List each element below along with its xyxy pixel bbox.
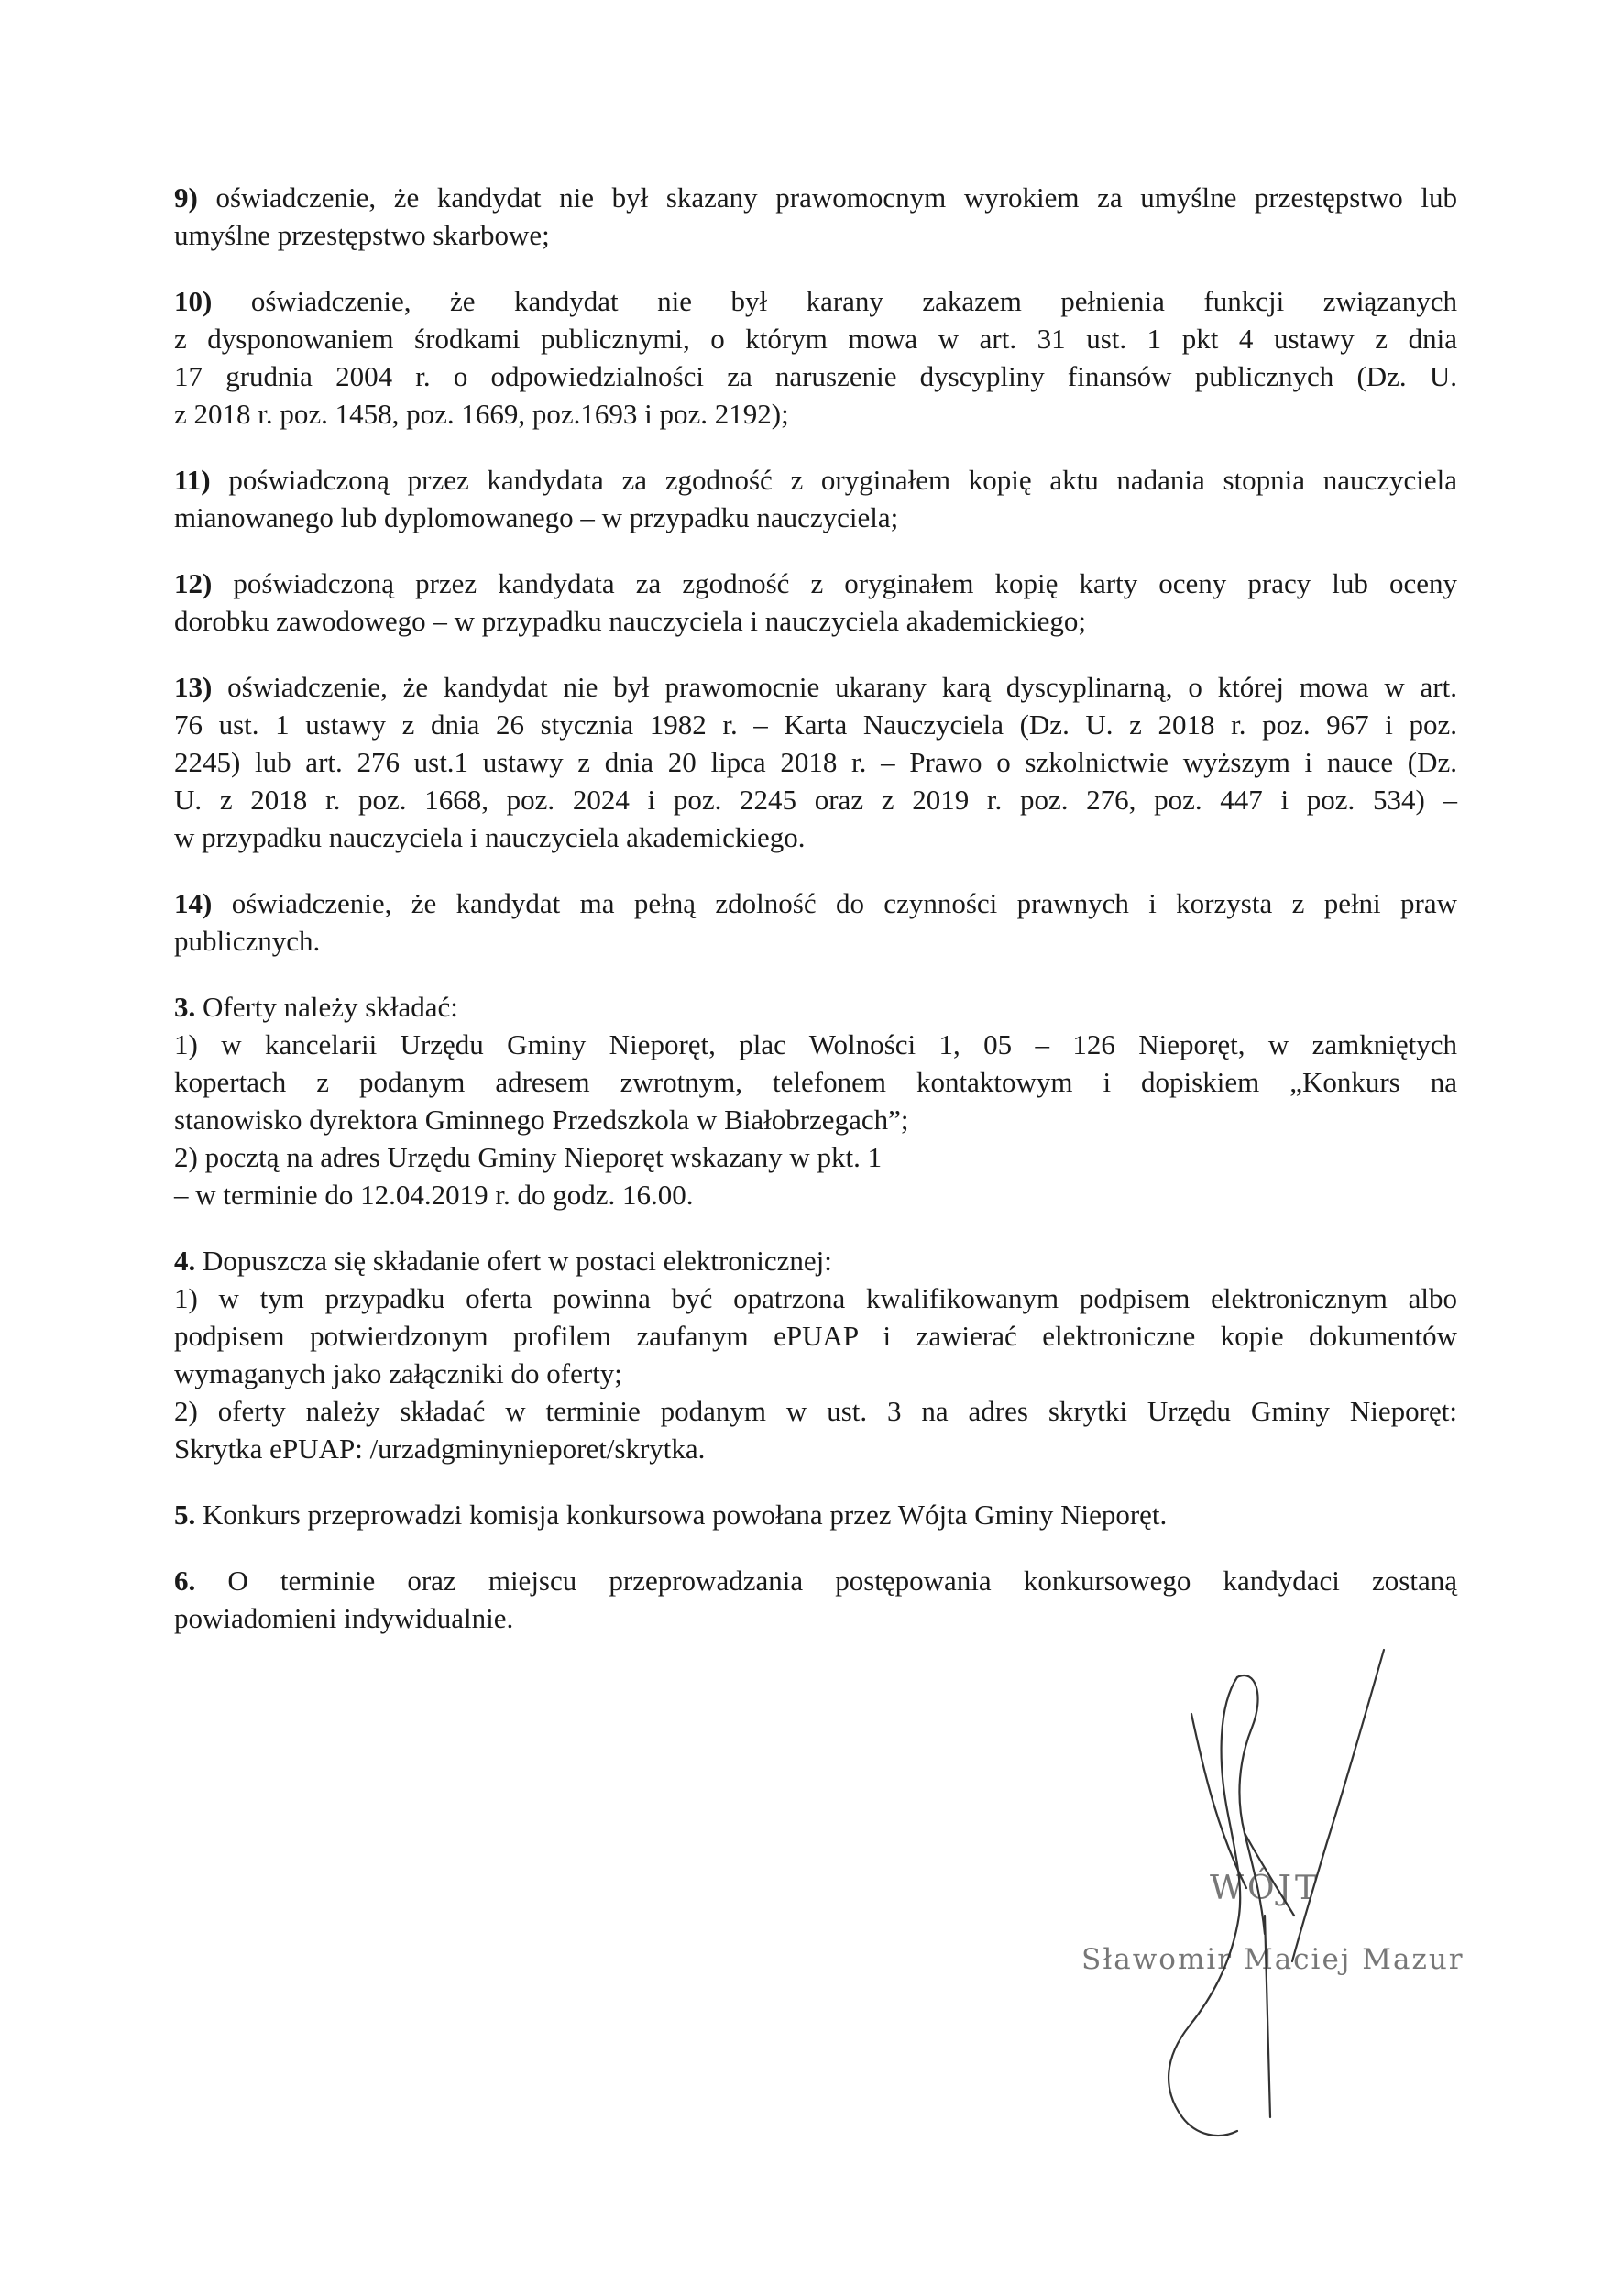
section-number: 5. bbox=[174, 1499, 196, 1531]
section-4: 4. Dopuszcza się składanie ofert w postaci elektronicznej: 1) w tym przypadku oferta powinna być opatrzona kwalifikowanym podpisem elektronicznym albo podpisem potwierdzonym profilem zaufanym ePUAP i zawierać elektroniczne kopie dokumentów wymaganych jako załączniki do oferty; 2) oferty należy składać w terminie podanym w ust. 3 na adres skrytki Urzędu Gminy Nieporęt: Skrytka ePUAP: /urzadgminynieporet/skrytka. bbox=[174, 1245, 1457, 1465]
section-number: 4. bbox=[174, 1245, 196, 1277]
section-5: 5. Konkurs przeprowadzi komisja konkursowa powołana przez Wójta Gminy Nieporęt. bbox=[174, 1499, 1168, 1531]
item-11: 11) poświadczoną przez kandydata za zgodność z oryginałem kopię aktu nadania stopnia nauczyciela mianowanego lub dyplomowanego – w przypadku nauczyciela; bbox=[174, 464, 1458, 533]
item-14: 14) oświadczenie, że kandydat ma pełną zdolność do czynności prawnych i korzysta z pełni praw publicznych. bbox=[174, 887, 1458, 957]
item-number: 13) bbox=[174, 671, 213, 703]
section-number: 3. bbox=[174, 991, 196, 1023]
section-6: 6. O terminie oraz miejscu przeprowadzania postępowania konkursowego kandydaci zostaną powiadomieni indywidualnie. bbox=[174, 1565, 1457, 1634]
item-13: 13) oświadczenie, że kandydat nie był prawomocnie ukarany karą dyscyplinarną, o której mowa w art. 76 ust. 1 ustawy z dnia 26 stycznia 1982 r. – Karta Nauczyciela (Dz. U. z 2018 r. poz. 967 i poz. 2245) lub art. 276 ust.1 ustawy z dnia 20 lipca 2018 r. – Prawo o szkolnictwie wyższym i nauce (Dz. U. z 2018 r. poz. 1668, poz. 2024 i poz. 2245 oraz z 2019 r. poz. 276, poz. 447 i poz. 534) – w przypadku nauczyciela i nauczyciela akademickiego. bbox=[174, 671, 1457, 853]
item-number: 11) bbox=[174, 464, 211, 496]
document-body bbox=[174, 179, 1457, 1665]
item-number: 9) bbox=[174, 181, 198, 214]
item-10: 10) oświadczenie, że kandydat nie był karany zakazem pełnienia funkcji związanych z dysponowaniem środkami publicznymi, o którym mowa w art. 31 ust. 1 pkt 4 ustawy z dnia 17 grudnia 2004 r. o odpowiedzialności za naruszenie dyscypliny finansów publicznych (Dz. U. z 2018 r. poz. 1458, poz. 1669, poz.1693 i poz. 2192); bbox=[174, 285, 1457, 430]
handwritten-signature bbox=[1081, 1641, 1485, 2154]
section-number: 6. bbox=[174, 1565, 196, 1597]
item-number: 10) bbox=[174, 285, 213, 317]
item-9: 9) oświadczenie, że kandydat nie był skazany prawomocnym wyrokiem za umyślne przestępstwo lub umyślne przestępstwo skarbowe; bbox=[174, 181, 1457, 251]
signature-block bbox=[1081, 1641, 1485, 2154]
item-12: 12) poświadczoną przez kandydata za zgodność z oryginałem kopię karty oceny pracy lub oceny dorobku zawodowego – w przypadku nauczyciela i nauczyciela akademickiego; bbox=[174, 567, 1457, 637]
item-number: 14) bbox=[174, 887, 213, 919]
stamp-title: WÓJT bbox=[1210, 1870, 1321, 1907]
section-3: 3. Oferty należy składać: 1) w kancelarii Urzędu Gminy Nieporęt, plac Wolności 1, 05 – 126 Nieporęt, w zamkniętych kopertach z podanym adresem zwrotnym, telefonem kontaktowym i dopiskiem „Konkurs na stanowisko dyrektora Gminnego Przedszkola w Białobrzegach”; 2) pocztą na adres Urzędu Gminy Nieporęt wskazany w pkt. 1 – w terminie do 12.04.2019 r. do godz. 16.00. bbox=[174, 991, 1457, 1211]
stamp-name: Sławomir Maciej Mazur bbox=[1081, 1943, 1465, 1976]
item-number: 12) bbox=[174, 567, 213, 599]
